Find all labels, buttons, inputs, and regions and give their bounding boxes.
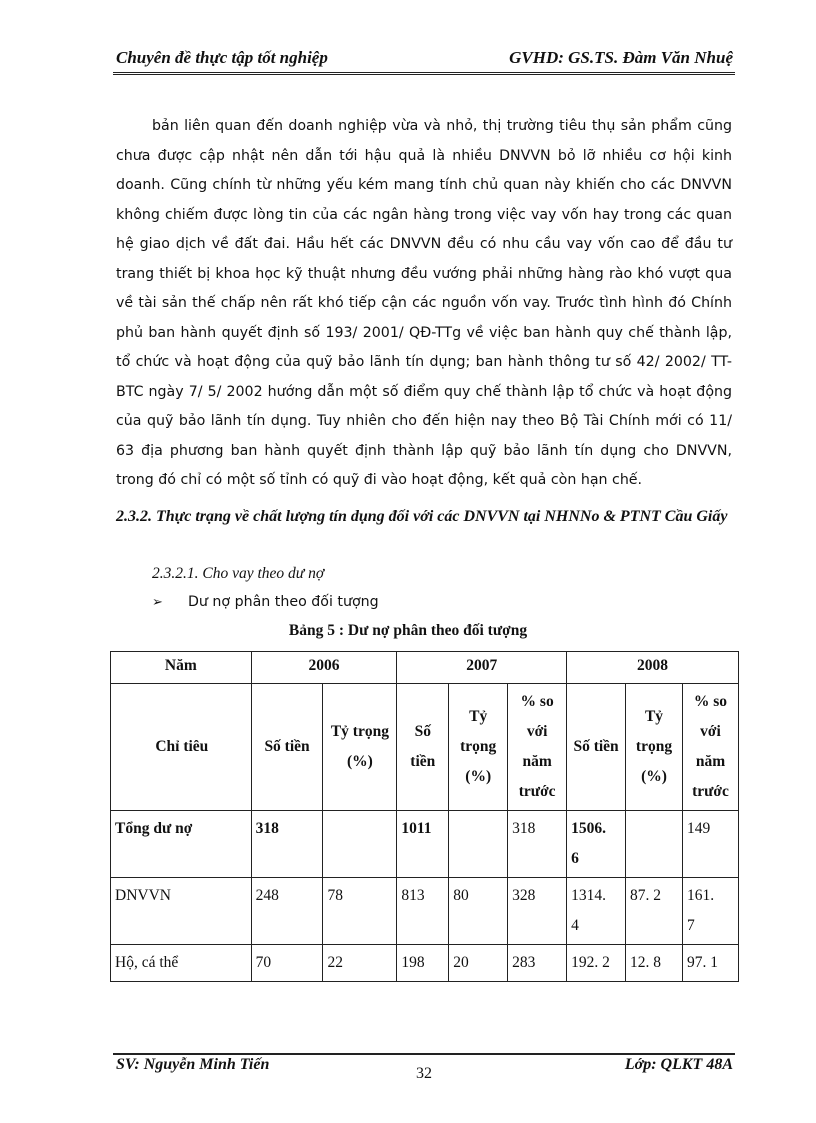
cell: 80 [449,878,508,945]
table-row-household [111,945,739,982]
cell: 813 [397,878,449,945]
cell [626,811,683,878]
cell: 248 [251,878,323,945]
cell-line: 7 [686,917,695,934]
col-amount-2006: Số tiền [251,684,323,811]
section-heading: 2.3.2. Thực trạng về chất lượng tín dụng đối với các DNVVN tại NHNNo & PTNT Cầu Giấy [116,508,728,525]
cell: 97. 1 [682,945,738,982]
cell [449,811,508,878]
header-supervisor: GVHD: GS.TS. Đàm Văn Nhuệ [509,48,733,67]
cell: 87. 2 [626,878,683,945]
cell-line: 1314. [571,887,606,904]
body-paragraph-block [116,112,732,496]
cell: 318 [251,811,323,878]
cell: 283 [508,945,567,982]
cell: 192. 2 [567,945,626,982]
page-footer [113,1053,735,1082]
arrow-bullet-icon: ➢ [152,595,163,610]
row-label: DNVVN [111,878,252,945]
indicator-label: Chỉ tiêu [111,684,252,811]
col-share-2008: Tỷ trọng (%) [626,684,683,811]
cell: 149 [682,811,738,878]
cell-line: 4 [571,917,579,934]
body-paragraph: bản liên quan đến doanh nghiệp vừa và nhỏ, thị trường tiêu thụ sản phẩm cũng chưa được cập nhật nên dẫn tới hậu quả là nhiều DNVVN bỏ lỡ nhiều cơ hội kinh doanh. Cũng chính từ những yếu kém mang tính chủ quan này khiến cho các DNVVN không chiếm được lòng tin của các ngân hàng trong việc vay vốn hay trong các quan hệ giao dịch về đất đai. Hầu hết các DNVVN đều có nhu cầu vay vốn cao để đầu tư trang thiết bị khoa học kỹ thuật nhưng đều vướng phải những hàng rào khó vượt qua về tài sản thế chấp nên rất khó tiếp cận các nguồn vốn vay. Trước tình hình đó Chính phủ ban hành quyết định số 193/ 2001/ QĐ-TTg về việc ban hành quy chế thành lập, tổ chức và hoạt động của quỹ bảo lãnh tín dụng; ban hành thông tư số 42/ 2002/ TT-BTC ngày 7/ 5/ 2002 hướng dẫn một số điểm quy chế thành lập tổ chức và hoạt động của quỹ bảo lãnh tín dụng. Tuy nhiên cho đến hiện nay theo Bộ Tài Chính mới có 11/ 63 địa phương ban hành quyết định thành lập quỹ bảo lãnh tín dụng cho DNVVN, trong đó chỉ có một số tỉnh có quỹ đi vào hoạt động, kết quả còn hạn chế. [116,118,732,488]
footer-class: Lớp: QLKT 48A [624,1056,733,1073]
bullet-text: Dư nợ phân theo đối tượng [188,594,379,610]
cell: 22 [323,945,397,982]
cell-line: 6 [571,850,579,867]
row-label: Hộ, cá thể [111,945,252,982]
col-share-2006: Tỷ trọng (%) [323,684,397,811]
year-2006: 2006 [251,652,397,684]
page-header [113,44,735,75]
cell: 12. 8 [626,945,683,982]
year-2008: 2008 [567,652,739,684]
row-label: Tổng dư nợ [111,811,252,878]
cell [323,811,397,878]
col-share-2007: Tỷ trọng (%) [449,684,508,811]
cell-line: 1506. [571,820,606,837]
col-pct-prev-2008: % so với năm trước [682,684,738,811]
footer-student: SV: Nguyễn Minh Tiến [116,1056,270,1073]
table-header-columns [111,684,739,811]
cell-line: 161. [686,887,715,904]
debt-by-object-table [110,651,739,982]
cell: 20 [449,945,508,982]
cell [682,878,738,945]
col-pct-prev-2007: % so với năm trước [508,684,567,811]
cell: 70 [251,945,323,982]
table-header-years [111,652,739,684]
col-amount-2007: Số tiền [397,684,449,811]
cell [567,878,626,945]
cell: 198 [397,945,449,982]
table-row-sme [111,878,739,945]
cell: 1011 [397,811,449,878]
bullet-item [152,594,379,610]
subsection-heading: 2.3.2.1. Cho vay theo dư nợ [152,565,325,582]
cell [567,811,626,878]
table-title: Bảng 5 : Dư nợ phân theo đối tượng [288,622,528,639]
cell: 328 [508,878,567,945]
table-row-total [111,811,739,878]
cell: 78 [323,878,397,945]
year-label: Năm [111,652,252,684]
cell: 318 [508,811,567,878]
col-amount-2008: Số tiền [567,684,626,811]
year-2007: 2007 [397,652,567,684]
header-course-title: Chuyên đề thực tập tốt nghiệp [116,48,328,67]
page-number: 32 [416,1065,432,1082]
